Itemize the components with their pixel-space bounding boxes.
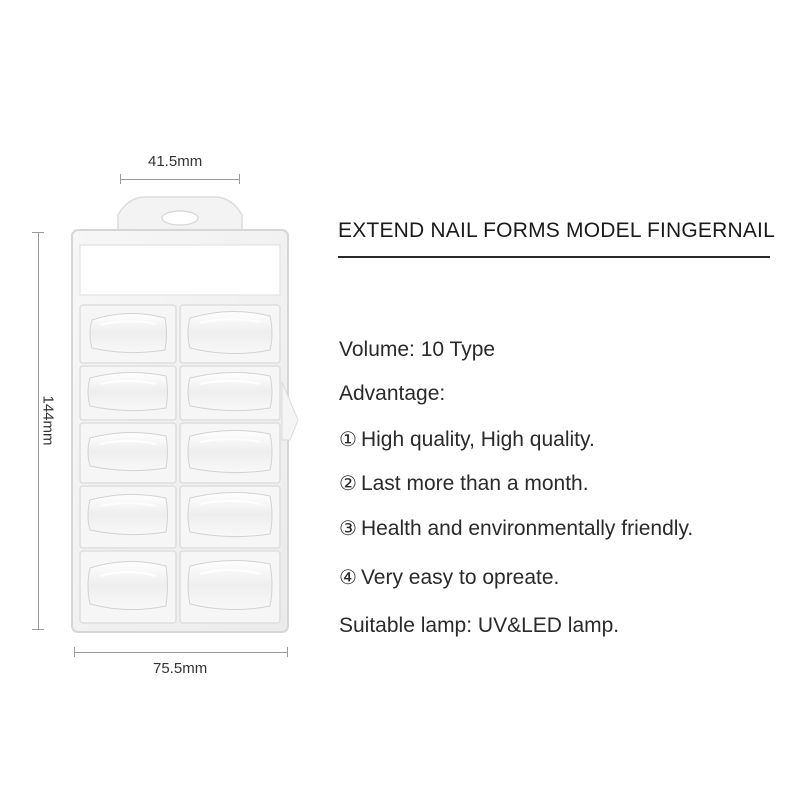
suitable-lamp-text: Suitable lamp: UV&LED lamp. [339, 614, 620, 637]
circled-number-2: ② [339, 471, 357, 495]
height-label: 144mm [39, 395, 57, 446]
circled-number-1: ① [339, 427, 357, 451]
advantage-item-1-text: High quality, High quality. [360, 428, 595, 451]
nail-forms-box-image [0, 0, 320, 700]
title-underline [338, 256, 770, 258]
top-width-label: 41.5mm [148, 153, 203, 170]
label-window [80, 245, 280, 295]
hang-hole [162, 211, 198, 225]
circled-number-4: ④ [339, 565, 357, 589]
advantage-item-2-text: Last more than a month. [360, 472, 589, 495]
volume-text: Volume: 10 Type [339, 338, 496, 361]
product-title: EXTEND NAIL FORMS MODEL FINGERNAIL [338, 219, 775, 242]
circled-number-3: ③ [339, 516, 357, 540]
side-latch [282, 382, 298, 440]
advantage-item-3 [339, 516, 693, 541]
advantage-item-3-text: Health and environmentally friendly. [360, 517, 694, 540]
advantage-heading: Advantage: [339, 382, 446, 405]
advantage-item-4 [339, 565, 559, 590]
advantage-item-2 [339, 471, 589, 496]
advantage-item-1 [339, 427, 595, 452]
advantage-item-4-text: Very easy to opreate. [360, 566, 560, 589]
bottom-width-label: 75.5mm [153, 660, 208, 677]
